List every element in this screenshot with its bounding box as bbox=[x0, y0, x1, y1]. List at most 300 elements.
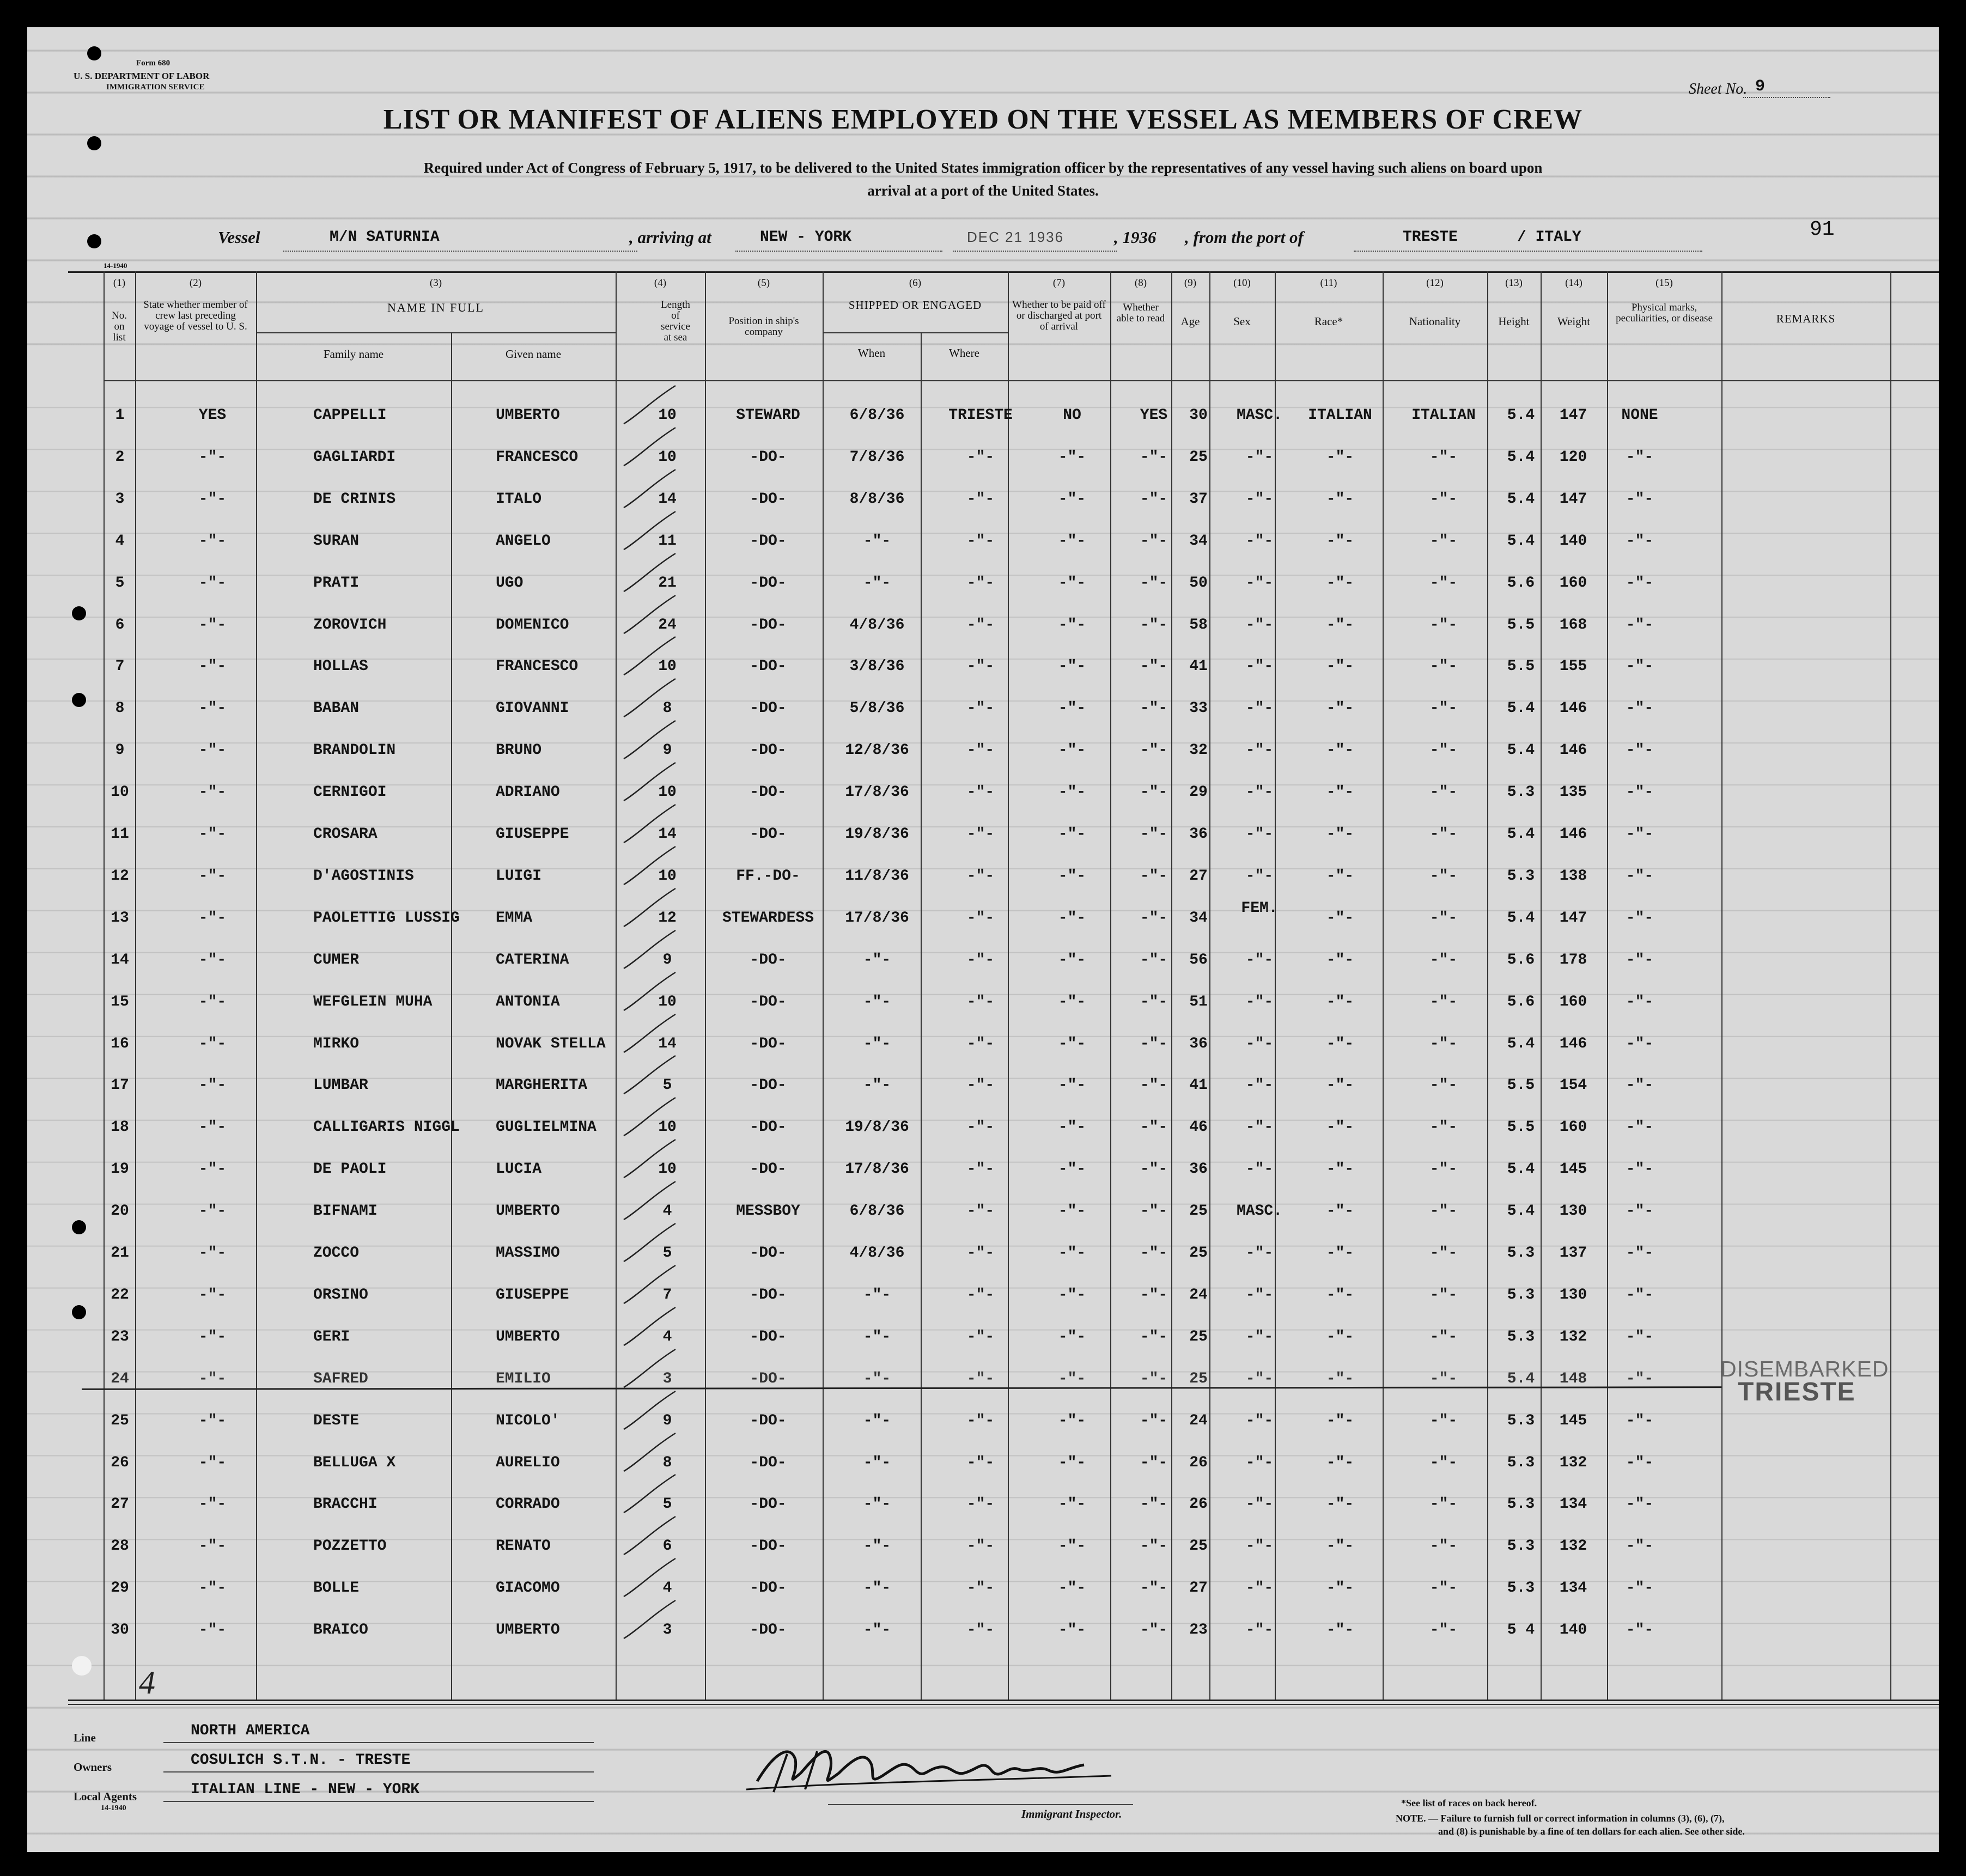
cell-race: -"- bbox=[1326, 448, 1354, 466]
cell-height: 5.5 bbox=[1507, 1077, 1535, 1094]
cell-read: -"- bbox=[1140, 490, 1168, 508]
cell-sex: -"- bbox=[1245, 574, 1274, 592]
cell-when: 3/8/36 bbox=[849, 658, 905, 675]
cell-when: 5/8/36 bbox=[849, 700, 905, 717]
cell-prev: -"- bbox=[198, 1077, 227, 1094]
cell-service: 10 bbox=[658, 407, 677, 424]
cell-read: -"- bbox=[1140, 742, 1168, 759]
cell-position: -DO- bbox=[750, 951, 787, 969]
punch-hole bbox=[72, 1220, 86, 1234]
cell-service: 9 bbox=[662, 742, 672, 759]
cell-race: -"- bbox=[1326, 1035, 1354, 1052]
cell-read: -"- bbox=[1140, 1538, 1168, 1555]
cell-nat: -"- bbox=[1429, 993, 1458, 1010]
cell-height: 5 4 bbox=[1507, 1622, 1535, 1639]
page-title: LIST OR MANIFEST OF ALIENS EMPLOYED ON THE VESSEL AS MEMBERS OF CREW bbox=[383, 104, 1583, 135]
cell-position: -DO- bbox=[750, 574, 787, 592]
cell-service: 9 bbox=[662, 951, 672, 969]
cell-nat: -"- bbox=[1429, 1370, 1458, 1387]
cell-marks: -"- bbox=[1626, 1203, 1654, 1220]
cell-marks: NONE bbox=[1621, 407, 1658, 424]
cell-paid: -"- bbox=[1058, 951, 1086, 969]
cell-given: ANGELO bbox=[496, 532, 551, 550]
cell-height: 5.4 bbox=[1507, 742, 1535, 759]
col9-header: Age bbox=[1180, 315, 1200, 328]
disembarked-stamp: DISEMBARKED bbox=[1720, 1356, 1889, 1381]
cell-no: 19 bbox=[111, 1161, 129, 1178]
cell-family: BRACCHI bbox=[313, 1496, 378, 1513]
cell-read: -"- bbox=[1140, 1496, 1168, 1513]
cell-no: 25 bbox=[111, 1412, 129, 1429]
check-stroke bbox=[624, 805, 675, 843]
arriving-port-line bbox=[735, 251, 942, 252]
form-code: 14-1940 bbox=[104, 261, 127, 270]
cell-paid: -"- bbox=[1058, 700, 1086, 717]
cell-position: -DO- bbox=[750, 1580, 787, 1597]
cell-position: -DO- bbox=[750, 448, 787, 466]
cell-where: -"- bbox=[966, 1496, 995, 1513]
cell-height: 5.4 bbox=[1507, 826, 1535, 843]
cell-sex: MASC. bbox=[1236, 1203, 1282, 1220]
cell-marks: -"- bbox=[1626, 1035, 1654, 1052]
col8-number: (8) bbox=[1134, 277, 1147, 289]
cell-marks: -"- bbox=[1626, 1370, 1654, 1387]
cell-sex: -"- bbox=[1245, 1370, 1274, 1387]
cell-paid: -"- bbox=[1058, 1077, 1086, 1094]
cell-service: 5 bbox=[662, 1496, 672, 1513]
agents-value: ITALIAN LINE - NEW - YORK bbox=[191, 1781, 420, 1798]
cell-nat: -"- bbox=[1429, 742, 1458, 759]
cell-read: -"- bbox=[1140, 658, 1168, 675]
cell-when: -"- bbox=[863, 1077, 891, 1094]
cell-no: 14 bbox=[111, 951, 129, 969]
from-port: TRESTE bbox=[1403, 229, 1458, 246]
cell-marks: -"- bbox=[1626, 490, 1654, 508]
cell-race: -"- bbox=[1326, 951, 1354, 969]
cell-when: -"- bbox=[863, 1454, 891, 1471]
cell-no: 17 bbox=[111, 1077, 129, 1094]
check-stroke bbox=[624, 386, 675, 424]
cell-position: MESSBOY bbox=[736, 1203, 800, 1220]
cell-family: CERNIGOI bbox=[313, 784, 387, 801]
cell-when: 6/8/36 bbox=[849, 407, 905, 424]
cell-given: GIUSEPPE bbox=[496, 1286, 569, 1304]
punch-hole bbox=[87, 234, 101, 248]
cell-no: 23 bbox=[111, 1328, 129, 1345]
cell-sex: -"- bbox=[1245, 1538, 1274, 1555]
cell-height: 5.3 bbox=[1507, 1538, 1535, 1555]
cell-weight: 140 bbox=[1559, 532, 1587, 550]
cell-paid: -"- bbox=[1058, 1119, 1086, 1136]
col9-number: (9) bbox=[1184, 277, 1197, 289]
cell-position: -DO- bbox=[750, 658, 787, 675]
disembarked-stamp-port: TRIESTE bbox=[1738, 1378, 1856, 1406]
column-divider bbox=[1383, 271, 1384, 1700]
cell-when: -"- bbox=[863, 993, 891, 1010]
cell-service: 10 bbox=[658, 993, 677, 1010]
cell-position: -DO- bbox=[750, 1370, 787, 1387]
cell-when: -"- bbox=[863, 951, 891, 969]
cell-weight: 147 bbox=[1559, 490, 1587, 508]
margin-note: 4 bbox=[139, 1665, 155, 1701]
cell-where: -"- bbox=[966, 951, 995, 969]
cell-height: 5.3 bbox=[1507, 1580, 1535, 1597]
cell-age: 58 bbox=[1189, 616, 1208, 634]
cell-prev: -"- bbox=[198, 700, 227, 717]
arrival-year: , 1936 bbox=[1114, 228, 1157, 247]
cell-no: 2 bbox=[115, 448, 125, 466]
cell-paid: -"- bbox=[1058, 1538, 1086, 1555]
cell-where: -"- bbox=[966, 658, 995, 675]
cell-race: -"- bbox=[1326, 700, 1354, 717]
from-port-label: , from the port of bbox=[1185, 228, 1304, 247]
cell-nat: -"- bbox=[1429, 490, 1458, 508]
cell-service: 10 bbox=[658, 448, 677, 466]
check-stroke bbox=[624, 888, 675, 927]
cell-read: -"- bbox=[1140, 1580, 1168, 1597]
cell-sex: -"- bbox=[1245, 1412, 1274, 1429]
col6b-header: Where bbox=[949, 346, 979, 360]
cell-prev: -"- bbox=[198, 742, 227, 759]
cell-family: D'AGOSTINIS bbox=[313, 867, 414, 885]
cell-sex: -"- bbox=[1245, 784, 1274, 801]
header-separator bbox=[104, 380, 1939, 381]
cell-read: -"- bbox=[1140, 1328, 1168, 1345]
cell-race: -"- bbox=[1326, 1119, 1354, 1136]
col7-number: (7) bbox=[1052, 277, 1066, 289]
cell-given: AURELIO bbox=[496, 1454, 560, 1471]
cell-paid: -"- bbox=[1058, 1622, 1086, 1639]
check-stroke bbox=[624, 1140, 675, 1178]
cell-race: -"- bbox=[1326, 1161, 1354, 1178]
sheet-label: Sheet No. bbox=[1689, 81, 1748, 98]
service-name: IMMIGRATION SERVICE bbox=[106, 83, 205, 92]
cell-marks: -"- bbox=[1626, 1119, 1654, 1136]
punch-hole bbox=[87, 46, 101, 60]
cell-given: ANTONIA bbox=[496, 993, 560, 1010]
check-stroke bbox=[624, 1475, 675, 1513]
cell-no: 21 bbox=[111, 1245, 129, 1262]
cell-no: 1 bbox=[115, 407, 125, 424]
cell-weight: 135 bbox=[1559, 784, 1587, 801]
cell-where: -"- bbox=[966, 574, 995, 592]
cell-service: 4 bbox=[662, 1203, 672, 1220]
cell-age: 25 bbox=[1189, 1203, 1208, 1220]
col5-header: Position in ship's company bbox=[728, 315, 799, 338]
cell-prev: -"- bbox=[198, 1328, 227, 1345]
column-divider bbox=[1721, 271, 1722, 1700]
cell-position: -DO- bbox=[750, 532, 787, 550]
cell-read: -"- bbox=[1140, 1245, 1168, 1262]
col13-header: Height bbox=[1498, 315, 1530, 328]
cell-read: -"- bbox=[1140, 1454, 1168, 1471]
cell-given: CATERINA bbox=[496, 951, 569, 969]
cell-sex: -"- bbox=[1245, 826, 1274, 843]
cell-weight: 138 bbox=[1559, 867, 1587, 885]
cell-family: ZOROVICH bbox=[313, 616, 387, 634]
line-label: Line bbox=[74, 1731, 96, 1744]
col1-number: (1) bbox=[113, 277, 126, 289]
check-stroke bbox=[624, 972, 675, 1010]
col6-header: SHIPPED OR ENGAGED bbox=[848, 299, 982, 312]
cell-sex: -"- bbox=[1245, 1580, 1274, 1597]
check-mark bbox=[621, 1598, 681, 1647]
cell-service: 8 bbox=[662, 700, 672, 717]
cell-marks: -"- bbox=[1626, 993, 1654, 1010]
cell-given: NOVAK STELLA bbox=[496, 1035, 606, 1052]
cell-race: -"- bbox=[1326, 1580, 1354, 1597]
cell-sex: -"- bbox=[1245, 1328, 1274, 1345]
cell-when: -"- bbox=[863, 1412, 891, 1429]
cell-paid: -"- bbox=[1058, 1286, 1086, 1304]
cell-family: ORSINO bbox=[313, 1286, 368, 1304]
cell-height: 5.3 bbox=[1507, 784, 1535, 801]
cell-nat: -"- bbox=[1429, 1035, 1458, 1052]
cell-no: 7 bbox=[115, 658, 125, 675]
cell-no: 8 bbox=[115, 700, 125, 717]
column-divider bbox=[1890, 271, 1891, 1700]
col3a-header: Family name bbox=[323, 348, 384, 361]
cell-weight: 132 bbox=[1559, 1538, 1587, 1555]
cell-race: ITALIAN bbox=[1308, 407, 1372, 424]
cell-weight: 146 bbox=[1559, 1035, 1587, 1052]
cell-marks: -"- bbox=[1626, 616, 1654, 634]
cell-height: 5.3 bbox=[1507, 1245, 1535, 1262]
vessel-name-line bbox=[283, 251, 637, 252]
cell-when: -"- bbox=[863, 1622, 891, 1639]
cell-age: 25 bbox=[1189, 448, 1208, 466]
cell-marks: -"- bbox=[1626, 1077, 1654, 1094]
cell-prev: -"- bbox=[198, 574, 227, 592]
table-bottom-border bbox=[68, 1700, 1939, 1701]
cell-height: 5.6 bbox=[1507, 993, 1535, 1010]
col5-number: (5) bbox=[757, 277, 770, 289]
check-stroke bbox=[624, 1265, 675, 1304]
vessel-label: Vessel bbox=[218, 228, 260, 247]
cell-position: -DO- bbox=[750, 784, 787, 801]
owners-underline bbox=[163, 1771, 594, 1773]
cell-paid: -"- bbox=[1058, 1496, 1086, 1513]
cell-when: -"- bbox=[863, 1286, 891, 1304]
cell-when: 11/8/36 bbox=[845, 867, 909, 885]
cell-prev: -"- bbox=[198, 616, 227, 634]
cell-read: YES bbox=[1140, 407, 1168, 424]
cell-service: 12 bbox=[658, 909, 677, 927]
cell-marks: -"- bbox=[1626, 909, 1654, 927]
cell-paid: -"- bbox=[1058, 1370, 1086, 1387]
cell-where: -"- bbox=[966, 1622, 995, 1639]
cell-family: WEFGLEIN MUHA bbox=[313, 993, 433, 1010]
cell-prev: -"- bbox=[198, 1622, 227, 1639]
cell-given: BRUNO bbox=[496, 742, 542, 759]
cell-no: 12 bbox=[111, 867, 129, 885]
fine-note-2: and (8) is punishable by a fine of ten dollars for each alien. See other side. bbox=[1438, 1826, 1745, 1837]
cell-where: -"- bbox=[966, 700, 995, 717]
cell-family: CROSARA bbox=[313, 826, 378, 843]
cell-when: 19/8/36 bbox=[845, 826, 909, 843]
cell-height: 5.5 bbox=[1507, 658, 1535, 675]
cell-when: 17/8/36 bbox=[845, 784, 909, 801]
cell-when: -"- bbox=[863, 532, 891, 550]
cell-family: BABAN bbox=[313, 700, 360, 717]
cell-position: -DO- bbox=[750, 1161, 787, 1178]
line-value: NORTH AMERICA bbox=[191, 1722, 310, 1739]
cell-service: 9 bbox=[662, 1412, 672, 1429]
cell-where: -"- bbox=[966, 1077, 995, 1094]
col2-number: (2) bbox=[189, 277, 202, 289]
col2-header: State whether member of crew last preceding voyage of vessel to U. S. bbox=[143, 299, 248, 332]
cell-position: -DO- bbox=[750, 1035, 787, 1052]
line-underline bbox=[163, 1742, 594, 1743]
cell-marks: -"- bbox=[1626, 951, 1654, 969]
cell-given: UMBERTO bbox=[496, 1622, 560, 1639]
cell-race: -"- bbox=[1326, 993, 1354, 1010]
cell-height: 5.3 bbox=[1507, 1412, 1535, 1429]
cell-service: 10 bbox=[658, 867, 677, 885]
cell-position: -DO- bbox=[750, 1119, 787, 1136]
col15-header: Physical marks, peculiarities, or disease bbox=[1616, 302, 1713, 324]
owners-value: COSULICH S.T.N. - TRESTE bbox=[191, 1752, 411, 1769]
cell-prev: -"- bbox=[198, 1161, 227, 1178]
cell-weight: 134 bbox=[1559, 1580, 1587, 1597]
cell-age: 41 bbox=[1189, 658, 1208, 675]
cell-nat: -"- bbox=[1429, 1454, 1458, 1471]
cell-position: -DO- bbox=[750, 700, 787, 717]
cell-sex: -"- bbox=[1245, 532, 1274, 550]
cell-given: DOMENICO bbox=[496, 616, 569, 634]
cell-when: -"- bbox=[863, 1370, 891, 1387]
cell-read: -"- bbox=[1140, 1035, 1168, 1052]
cell-age: 51 bbox=[1189, 993, 1208, 1010]
punch-hole bbox=[72, 1656, 92, 1676]
cell-position: -DO- bbox=[750, 1328, 787, 1345]
cell-weight: 160 bbox=[1559, 1119, 1587, 1136]
cell-read: -"- bbox=[1140, 448, 1168, 466]
cell-nat: -"- bbox=[1429, 1203, 1458, 1220]
cell-read: -"- bbox=[1140, 1203, 1168, 1220]
cell-service: 4 bbox=[662, 1580, 672, 1597]
cell-when: 6/8/36 bbox=[849, 1203, 905, 1220]
cell-race: -"- bbox=[1326, 742, 1354, 759]
agents-underline bbox=[163, 1801, 594, 1802]
column-divider bbox=[104, 271, 105, 1700]
cell-where: -"- bbox=[966, 616, 995, 634]
cell-position: -DO- bbox=[750, 1622, 787, 1639]
cell-sex: -"- bbox=[1245, 490, 1274, 508]
cell-given: GUGLIELMINA bbox=[496, 1119, 597, 1136]
cell-nat: -"- bbox=[1429, 784, 1458, 801]
cell-read: -"- bbox=[1140, 1412, 1168, 1429]
cell-paid: -"- bbox=[1058, 490, 1086, 508]
cell-service: 5 bbox=[662, 1077, 672, 1094]
cell-age: 36 bbox=[1189, 1161, 1208, 1178]
cell-race: -"- bbox=[1326, 616, 1354, 634]
cell-paid: -"- bbox=[1058, 1161, 1086, 1178]
col6a-header: When bbox=[857, 346, 886, 360]
cell-weight: 148 bbox=[1559, 1370, 1587, 1387]
cell-height: 5.3 bbox=[1507, 1496, 1535, 1513]
check-stroke bbox=[624, 930, 675, 969]
cell-family: BELLUGA X bbox=[313, 1454, 396, 1471]
cell-position: -DO- bbox=[750, 1077, 787, 1094]
cell-when: 19/8/36 bbox=[845, 1119, 909, 1136]
cell-position: -DO- bbox=[750, 1538, 787, 1555]
check-stroke bbox=[624, 1349, 675, 1387]
col1-header: No. on list bbox=[112, 310, 127, 343]
cell-age: 36 bbox=[1189, 1035, 1208, 1052]
check-stroke bbox=[624, 1223, 675, 1262]
cell-nat: -"- bbox=[1429, 658, 1458, 675]
cell-when: -"- bbox=[863, 1328, 891, 1345]
signature-line bbox=[828, 1804, 1133, 1805]
cell-marks: -"- bbox=[1626, 1286, 1654, 1304]
check-stroke bbox=[624, 1600, 675, 1639]
cell-weight: 140 bbox=[1559, 1622, 1587, 1639]
cell-race: -"- bbox=[1326, 826, 1354, 843]
cell-when: -"- bbox=[863, 1580, 891, 1597]
arriving-port: NEW - YORK bbox=[760, 229, 852, 246]
cell-no: 11 bbox=[111, 826, 129, 843]
cell-prev: -"- bbox=[198, 448, 227, 466]
cell-weight: 154 bbox=[1559, 1077, 1587, 1094]
cell-service: 8 bbox=[662, 1454, 672, 1471]
cell-weight: 160 bbox=[1559, 993, 1587, 1010]
cell-prev: -"- bbox=[198, 490, 227, 508]
cell-read: -"- bbox=[1140, 784, 1168, 801]
cell-read: -"- bbox=[1140, 700, 1168, 717]
cell-family: BOLLE bbox=[313, 1580, 360, 1597]
col4-header: Length of service at sea bbox=[661, 299, 690, 343]
punch-hole bbox=[72, 1305, 86, 1319]
cell-weight: 145 bbox=[1559, 1412, 1587, 1429]
cell-service: 5 bbox=[662, 1245, 672, 1262]
cell-prev: YES bbox=[198, 407, 227, 424]
cell-paid: -"- bbox=[1058, 742, 1086, 759]
cell-marks: -"- bbox=[1626, 1538, 1654, 1555]
cell-paid: NO bbox=[1063, 407, 1081, 424]
check-stroke bbox=[624, 1098, 675, 1136]
cell-age: 24 bbox=[1189, 1286, 1208, 1304]
footer-code: 14-1940 bbox=[101, 1804, 126, 1812]
cell-weight: 178 bbox=[1559, 951, 1587, 969]
check-stroke bbox=[624, 553, 675, 592]
cell-prev: -"- bbox=[198, 867, 227, 885]
cell-read: -"- bbox=[1140, 1622, 1168, 1639]
cell-no: 20 bbox=[111, 1203, 129, 1220]
owners-label: Owners bbox=[74, 1761, 112, 1774]
cell-marks: -"- bbox=[1626, 700, 1654, 717]
cell-nat: -"- bbox=[1429, 1245, 1458, 1262]
cell-age: 29 bbox=[1189, 784, 1208, 801]
cell-nat: -"- bbox=[1429, 1538, 1458, 1555]
cell-sex: -"- bbox=[1245, 951, 1274, 969]
check-stroke bbox=[624, 1181, 675, 1220]
cell-marks: -"- bbox=[1626, 867, 1654, 885]
cell-when: 12/8/36 bbox=[845, 742, 909, 759]
cell-read: -"- bbox=[1140, 616, 1168, 634]
column-divider bbox=[135, 271, 136, 1700]
cell-height: 5.4 bbox=[1507, 1035, 1535, 1052]
cell-age: 32 bbox=[1189, 742, 1208, 759]
cell-height: 5.4 bbox=[1507, 909, 1535, 927]
col8-header: Whether able to read bbox=[1116, 302, 1165, 324]
cell-age: 27 bbox=[1189, 1580, 1208, 1597]
cell-prev: -"- bbox=[198, 1203, 227, 1220]
cell-family: DE CRINIS bbox=[313, 490, 396, 508]
vessel-name: M/N SATURNIA bbox=[330, 229, 440, 246]
cell-sex: -"- bbox=[1245, 1035, 1274, 1052]
cell-position: -DO- bbox=[750, 742, 787, 759]
